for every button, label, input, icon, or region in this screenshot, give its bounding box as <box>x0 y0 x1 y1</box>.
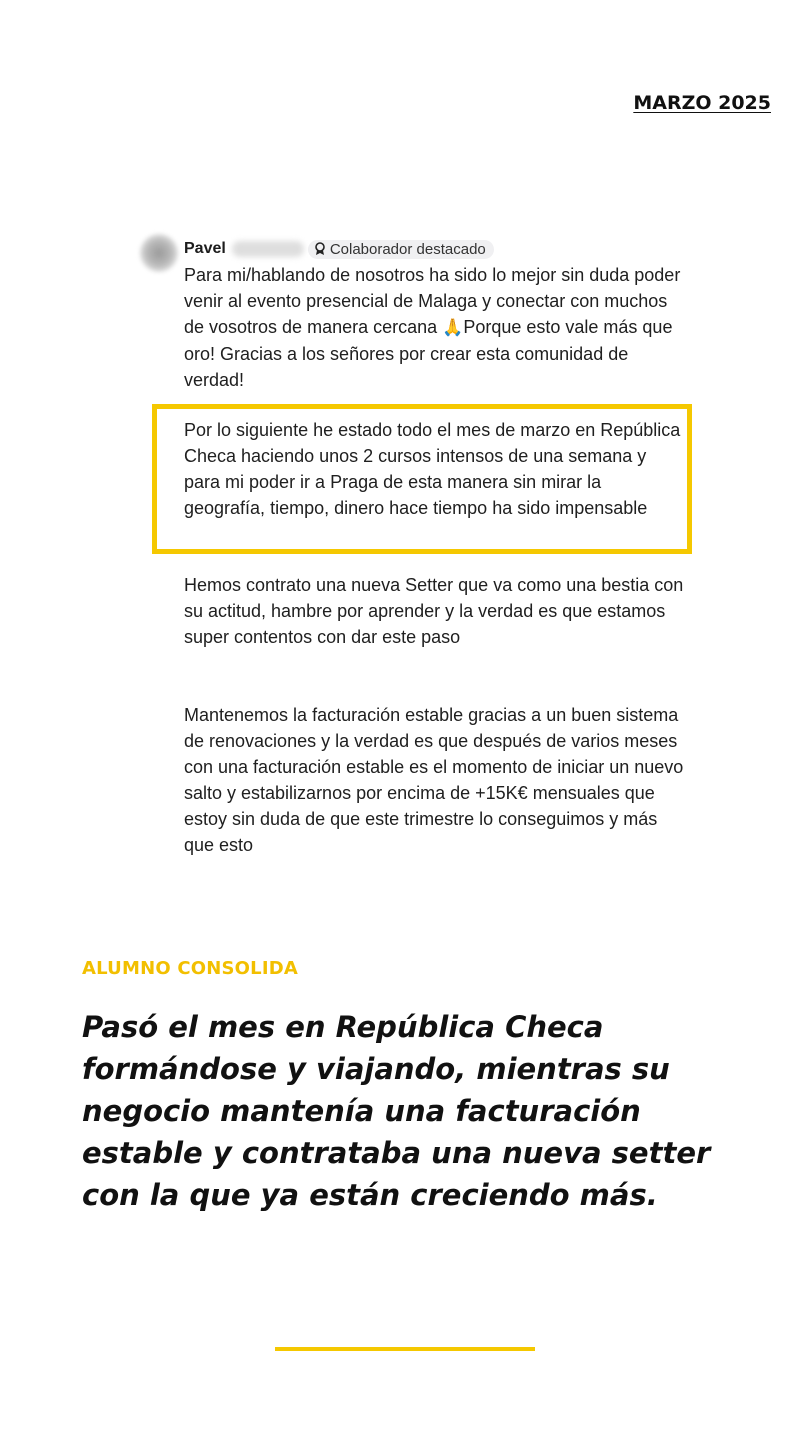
praying-hands-icon: 🙏 <box>442 318 464 337</box>
contributor-badge <box>308 240 494 259</box>
section-kicker: ALUMNO CONSOLIDA <box>82 958 299 979</box>
date-label: MARZO 2025 <box>633 92 771 114</box>
author-name: Pavel <box>184 240 226 257</box>
medal-icon <box>314 242 326 256</box>
avatar <box>140 234 178 272</box>
badge-label: Colaborador destacado <box>329 240 486 258</box>
post-header <box>184 238 494 260</box>
post-paragraph: Hemos contrato una nueva Setter que va como una bestia con su actitud, hambre por aprender y la verdad es que estamos super contentos con dar este paso <box>184 575 684 647</box>
post-paragraph: Mantenemos la facturación estable gracias a un buen sistema de renovaciones y la verdad es que después de varios meses con una facturación estable es el momento de iniciar un nuevo salto y estabilizarnos por encima de +15K€ mensuales que estoy sin duda de que este trimestre lo conseguimos y más que esto <box>184 705 684 855</box>
headline: Pasó el mes en República Checa formándose y viajando, mientras su negocio mantenía una facturación estable y contrataba una nueva setter con la que ya están creciendo más. <box>82 1010 711 1212</box>
accent-divider <box>275 1347 535 1351</box>
redacted-surname <box>232 241 304 257</box>
highlighted-paragraph: Por lo siguiente he estado todo el mes de marzo en República Checa haciendo unos 2 cursos intensos de una semana y para mi poder ir a Praga de esta manera sin mirar la geografía, tiempo, dinero hace tiempo ha sido impensable <box>184 420 681 518</box>
post-paragraph: Para mi/hablando de nosotros ha sido lo mejor sin duda poder venir al evento presencial de Malaga y conectar con muchos de vosotros de manera cercana 🙏Porque esto vale más que oro! Gracias a los señores por crear esta comunidad de verdad! <box>184 265 681 390</box>
